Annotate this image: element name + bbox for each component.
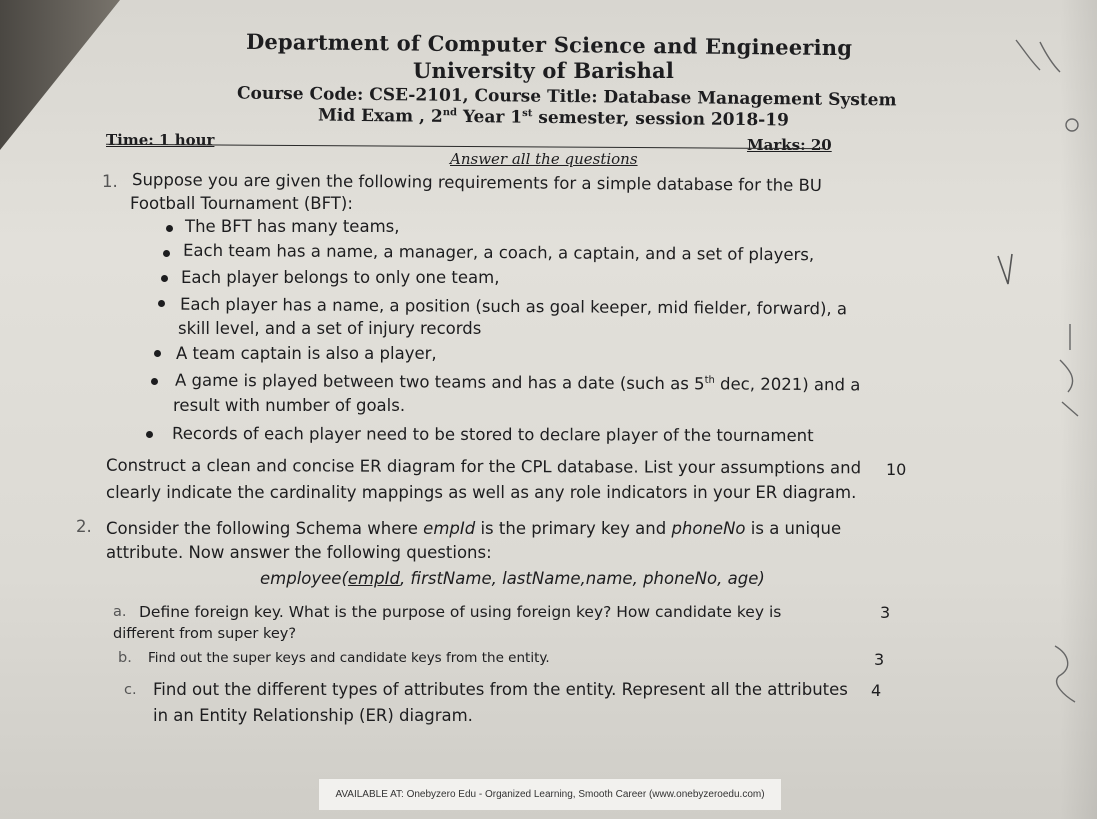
- q2a-label: a.: [113, 604, 127, 620]
- bullet-dot: [154, 350, 161, 357]
- bullet-dot: [161, 275, 168, 282]
- bullet-dot: [158, 300, 165, 307]
- pencil-checkmark-icon: [990, 250, 1030, 290]
- bullet-dot: [163, 250, 170, 257]
- instruction: Answer all the questions: [450, 150, 638, 168]
- q1-bullet: The BFT has many teams,: [185, 217, 400, 236]
- q1-bullet: Each team has a name, a manager, a coach, a captain, and a set of players,: [182, 240, 815, 265]
- q2a-line2: different from super key?: [113, 626, 297, 642]
- pencil-scribble-icon: [1060, 110, 1090, 140]
- q1-intro-line1: Suppose you are given the following requirements for a simple database for the BU: [131, 169, 823, 196]
- q1-bullet-continued: skill level, and a set of injury records: [178, 319, 482, 338]
- course-info: Course Code: CSE-2101, Course Title: Database Management System: [236, 83, 897, 111]
- q2c-label: c.: [124, 682, 137, 698]
- q2c-line2: in an Entity Relationship (ER) diagram.: [153, 706, 473, 725]
- q1-task-line1: Construct a clean and concise ER diagram for the CPL database. List your assumptions and: [105, 455, 862, 478]
- q2-intro-line2: attribute. Now answer the following questions:: [106, 543, 492, 562]
- department-title: Department of Computer Science and Engineering: [245, 28, 853, 61]
- q1-bullet: Each player belongs to only one team,: [181, 268, 500, 287]
- q2-intro-line1: Consider the following Schema where empId is the primary key and phoneNo is a unique: [106, 519, 842, 538]
- marks-label: Marks: 20: [747, 136, 832, 154]
- q1-bullet-continued: result with number of goals.: [173, 396, 406, 415]
- q1-bullet: A game is played between two teams and has a date (such as 5th dec, 2021) and a: [174, 370, 861, 395]
- q1-task-line2: clearly indicate the cardinality mappings as well as any role indicators in your ER diagram.: [106, 483, 857, 502]
- q2-number: 2.: [76, 517, 92, 536]
- q2c-marks: 4: [871, 681, 882, 700]
- q2b-line1: Find out the super keys and candidate keys from the entity.: [148, 650, 550, 666]
- q2a-line1: Define foreign key. What is the purpose of using foreign key? How candidate key is: [139, 603, 782, 621]
- q2b-marks: 3: [874, 650, 885, 669]
- q1-bullet: Records of each player need to be stored to declare player of the tournament: [171, 423, 814, 446]
- q1-marks: 10: [886, 460, 907, 479]
- pencil-scribble-icon: [1045, 640, 1085, 710]
- q1-intro-line2: Football Tournament (BFT):: [130, 194, 353, 213]
- bullet-dot: [151, 378, 158, 385]
- q2b-label: b.: [118, 650, 132, 666]
- footer-watermark: AVAILABLE AT: Onebyzero Edu - Organized Learning, Smooth Career (www.onebyzeroedu.com): [318, 778, 782, 811]
- q2a-marks: 3: [880, 603, 891, 622]
- q1-number: 1.: [102, 172, 118, 191]
- pencil-scribble-icon: [1050, 320, 1090, 430]
- q1-bullet: Each player has a name, a position (such as goal keeper, mid fielder, forward), a: [179, 294, 848, 319]
- time-label: Time: 1 hour: [106, 131, 215, 149]
- bullet-dot: [146, 431, 153, 438]
- schema: employee(empId, firstName, lastName,name, phoneNo, age): [260, 569, 765, 588]
- exam-info: Mid Exam , 2nd Year 1st semester, session 2018-19: [317, 105, 790, 131]
- q2c-line1: Find out the different types of attributes from the entity. Represent all the attributes: [153, 680, 848, 699]
- pencil-scribble-icon: [1010, 30, 1070, 90]
- university-title: University of Barishal: [413, 58, 675, 83]
- bullet-dot: [166, 225, 173, 232]
- q1-bullet: A team captain is also a player,: [176, 344, 437, 363]
